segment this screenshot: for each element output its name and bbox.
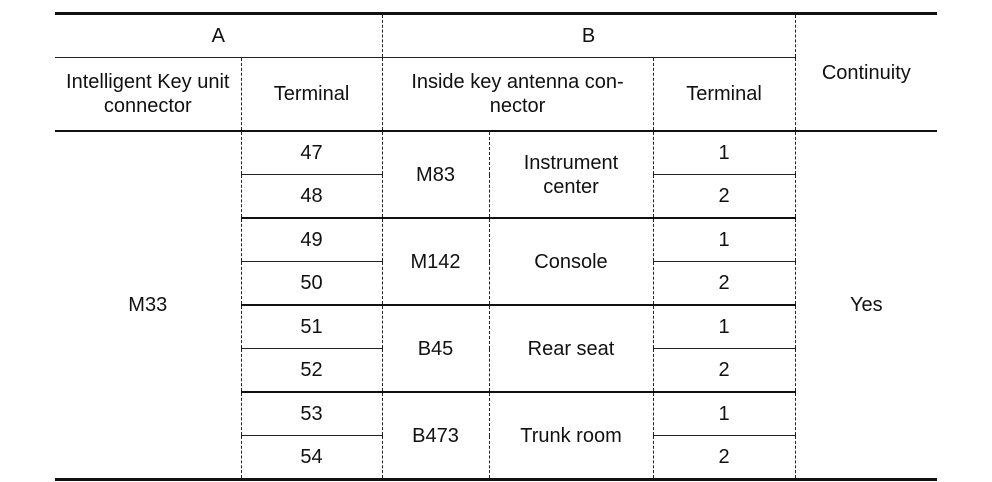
header-group-a: A (55, 14, 382, 58)
a-connector-cell: M33 (55, 131, 241, 480)
header-group-b: B (382, 14, 795, 58)
header-continuity: Continuity (795, 14, 937, 132)
b-location-cell: Trunk room (489, 392, 653, 480)
a-terminal-cell: 47 (241, 131, 382, 175)
b-location-cell: Rear seat (489, 305, 653, 392)
b-location-cell: Instrument center (489, 131, 653, 218)
b-connector-cell: M142 (382, 218, 489, 305)
b-connector-cell: B45 (382, 305, 489, 392)
continuity-table (55, 12, 937, 481)
b-terminal-cell: 2 (653, 436, 795, 480)
continuity-cell: Yes (795, 131, 937, 480)
b-terminal-cell: 1 (653, 131, 795, 175)
b-terminal-cell: 2 (653, 349, 795, 393)
b-terminal-cell: 1 (653, 305, 795, 349)
a-terminal-cell: 52 (241, 349, 382, 393)
b-terminal-cell: 2 (653, 262, 795, 306)
a-terminal-cell: 49 (241, 218, 382, 262)
a-terminal-cell: 48 (241, 175, 382, 219)
a-terminal-cell: 53 (241, 392, 382, 436)
a-terminal-cell: 54 (241, 436, 382, 480)
b-connector-cell: B473 (382, 392, 489, 480)
header-a-connector: Intelligent Key unit connector (55, 58, 241, 132)
continuity-table-wrapper (55, 12, 937, 481)
header-a-terminal: Terminal (241, 58, 382, 132)
a-terminal-cell: 50 (241, 262, 382, 306)
b-terminal-cell: 1 (653, 392, 795, 436)
header-b-terminal: Terminal (653, 58, 795, 132)
b-terminal-cell: 2 (653, 175, 795, 219)
b-location-cell: Console (489, 218, 653, 305)
b-connector-cell: M83 (382, 131, 489, 218)
a-terminal-cell: 51 (241, 305, 382, 349)
b-terminal-cell: 1 (653, 218, 795, 262)
header-b-connector: Inside key antenna con- nector (382, 58, 653, 132)
